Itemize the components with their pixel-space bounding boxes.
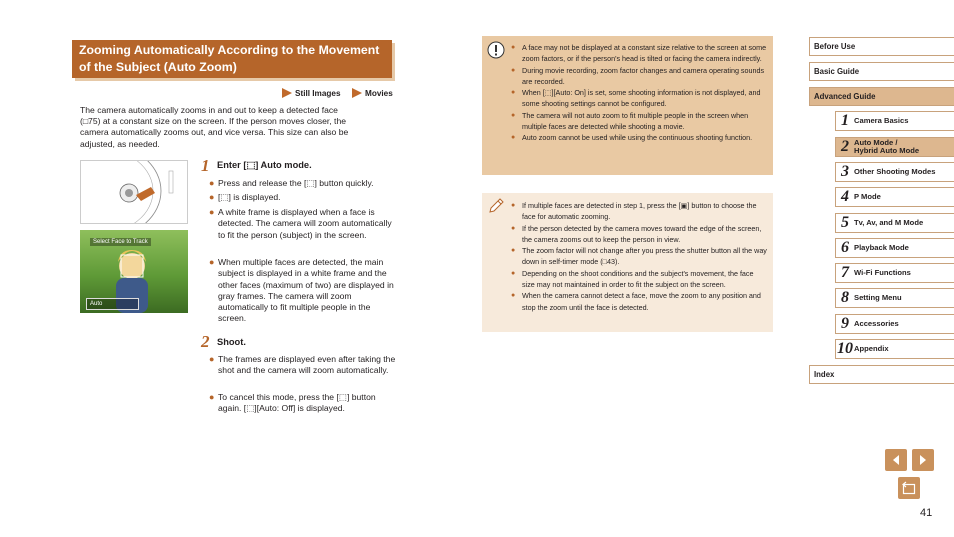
page-title <box>72 40 392 78</box>
title-line-1: Zooming Automatically According to the Movement <box>79 43 380 57</box>
caution-icon <box>487 41 505 59</box>
title-line-2: of the Subject (Auto Zoom) <box>79 60 237 74</box>
arrow-right-icon <box>917 454 929 466</box>
step-2-number: 2 <box>201 332 210 351</box>
previous-page-button[interactable] <box>885 449 907 471</box>
arrow-left-icon <box>890 454 902 466</box>
chapter-auto-mode[interactable]: 2 Auto Mode / Hybrid Auto Mode <box>835 137 954 157</box>
note-item: ● The zoom factor will not change after you press the shutter button all the way down in self-timer mode (□43). <box>511 246 767 267</box>
chapter-wifi-functions[interactable]: 7 Wi-Fi Functions <box>835 263 954 283</box>
lcd-select-label: Select Face to Track <box>90 238 151 246</box>
step-1-bullet: ● [⬚] is displayed. <box>209 192 281 202</box>
nav-basic-guide[interactable]: Basic Guide <box>809 62 954 81</box>
step-2-title: Shoot. <box>217 337 246 347</box>
lcd-mode-label: Auto <box>86 298 139 310</box>
note-item: ● If the person detected by the camera moves toward the edge of the screen, the camera zooms out to keep the person in view. <box>511 223 762 244</box>
caution-item: ● The camera will not auto zoom to fit multiple people in the screen when multiple faces are detected while shooting a movie. <box>511 110 749 132</box>
tag-still-images: Still Images <box>282 88 341 98</box>
chapter-other-shooting-modes[interactable]: 3 Other Shooting Modes <box>835 162 954 182</box>
caution-box <box>482 36 773 175</box>
step-1-bullet: ● Press and release the [⬚] button quickly. <box>209 178 374 188</box>
caution-item: ● During movie recording, zoom factor changes and camera operating sounds are recorded. <box>511 65 765 86</box>
lcd-screen-illustration <box>80 230 188 313</box>
chapter-playback-mode[interactable]: 6 Playback Mode <box>835 238 954 258</box>
note-item: ● If multiple faces are detected in step 1, press the [▣] button to choose the face for automatic zooming. <box>511 201 757 222</box>
nav-before-use[interactable]: Before Use <box>809 37 954 56</box>
camera-button-illustration <box>80 160 188 224</box>
note-item: ● Depending on the shoot conditions and the subject's movement, the face size may not maintained in order to fit the subject on the screen. <box>511 268 754 290</box>
caution-list <box>511 42 767 144</box>
caution-item: ● A face may not be displayed at a constant size relative to the screen at some zoom factors, or if the person's head is tilted or facing the camera indirectly. <box>511 43 767 64</box>
step-1-bullet: ● When multiple faces are detected, the main subject is displayed in a white frame and the other faces (maximum of two) are displayed in gray frames. The camera will zoom automatically to fit multiple people in the screen. <box>209 257 394 324</box>
intro-text: The camera automatically zooms in and out to keep a detected face (□75) at a constant size on the screen. If the person moves closer, the camera automatically zooms out, and vice versa. This size can also be adjusted, as needed. <box>80 105 349 149</box>
nav-advanced-guide[interactable]: Advanced Guide <box>809 87 954 106</box>
note-list <box>511 200 767 313</box>
pencil-icon <box>487 197 505 215</box>
chapter-accessories[interactable]: 9 Accessories <box>835 314 954 334</box>
note-box <box>482 193 773 332</box>
step-2-bullet: ● To cancel this mode, press the [⬚] button again. [⬚][Auto: Off] is displayed. <box>209 392 376 414</box>
caution-item: ● Auto zoom cannot be used while using the continuous shooting function. <box>511 133 753 143</box>
chapter-tv-av-m-mode[interactable]: 5 Tv, Av, and M Mode <box>835 213 954 233</box>
step-1-bullet: ● A white frame is displayed when a face is detected. The camera will zoom automatically to fit the person (subject) in the screen. <box>209 207 392 240</box>
return-icon <box>902 481 916 495</box>
next-page-button[interactable] <box>912 449 934 471</box>
caution-item: ● When [⬚][Auto: On] is set, some shooting information is not displayed, and some shooting settings cannot be configured. <box>511 88 761 109</box>
step-1-title: Enter [⬚] Auto mode. <box>217 160 312 170</box>
triangle-icon <box>352 88 362 98</box>
chapter-appendix[interactable]: 10 Appendix <box>835 339 954 359</box>
chapter-p-mode[interactable]: 4 P Mode <box>835 187 954 207</box>
page-number: 41 <box>920 507 933 519</box>
note-item: ● When the camera cannot detect a face, move the zoom to any position and stop the zoom until the face is detected. <box>511 291 761 312</box>
step-1-number: 1 <box>201 156 210 175</box>
chapter-camera-basics[interactable]: 1 Camera Basics <box>835 111 954 131</box>
step-2-bullet: ● The frames are displayed even after taking the shot and the camera will zoom automatically. <box>209 354 396 376</box>
tag-movies: Movies <box>352 88 393 98</box>
nav-index[interactable]: Index <box>809 365 954 384</box>
chapter-setting-menu[interactable]: 8 Setting Menu <box>835 288 954 308</box>
triangle-icon <box>282 88 292 98</box>
return-button[interactable] <box>898 477 920 499</box>
